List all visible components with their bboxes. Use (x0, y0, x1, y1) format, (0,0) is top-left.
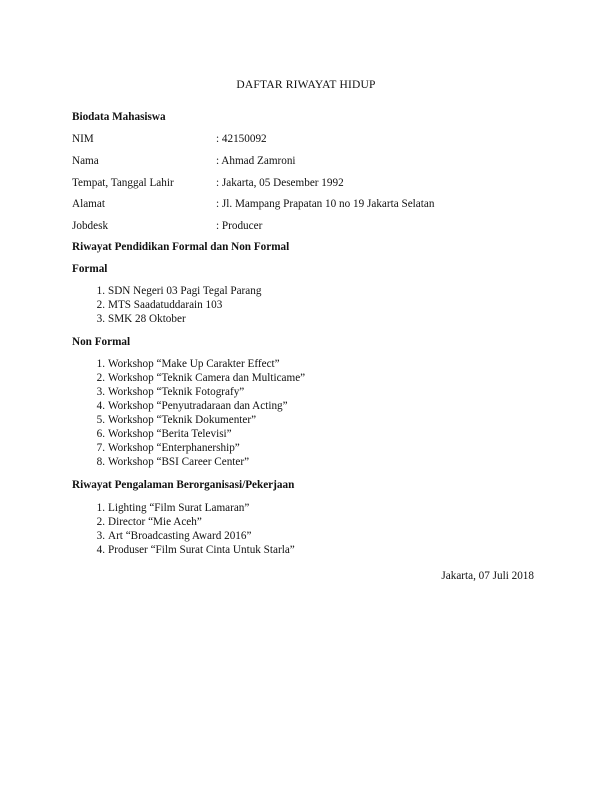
field-value-ttl: : Jakarta, 05 Desember 1992 (216, 177, 344, 189)
list-item: Lighting “Film Surat Lamaran” (108, 502, 250, 514)
field-value-nama: : Ahmad Zamroni (216, 155, 296, 167)
nonformal-heading: Non Formal (72, 336, 131, 348)
list-number: 3. (96, 386, 105, 398)
list-number: 3. (96, 313, 105, 325)
list-item: Workshop “Penyutradaraan dan Acting” (108, 400, 288, 412)
list-item: Workshop “Teknik Camera dan Multicame” (108, 372, 306, 384)
list-item: Workshop “Berita Televisi” (108, 428, 232, 440)
list-item: MTS Saadatuddarain 103 (108, 299, 223, 311)
list-number: 2. (96, 516, 105, 528)
biodata-heading: Biodata Mahasiswa (72, 111, 166, 123)
list-item: Art “Broadcasting Award 2016” (108, 530, 252, 542)
list-number: 1. (96, 285, 105, 297)
list-item: Workshop “BSI Career Center” (108, 456, 250, 468)
list-item: Workshop “Enterphanership” (108, 442, 240, 454)
list-number: 3. (96, 530, 105, 542)
list-number: 1. (96, 502, 105, 514)
list-number: 1. (96, 358, 105, 370)
field-value-alamat: : Jl. Mampang Prapatan 10 no 19 Jakarta Selatan (216, 198, 435, 210)
field-label-alamat: Alamat (72, 198, 105, 210)
field-label-jobdesk: Jobdesk (72, 220, 109, 232)
list-number: 4. (96, 544, 105, 556)
field-label-nim: NIM (72, 133, 94, 145)
field-value-nim: : 42150092 (216, 133, 267, 145)
list-number: 7. (96, 442, 105, 454)
list-number: 2. (96, 372, 105, 384)
list-item: SDN Negeri 03 Pagi Tegal Parang (108, 285, 262, 297)
list-item: Workshop “Make Up Carakter Effect” (108, 358, 280, 370)
list-item: Workshop “Teknik Dokumenter” (108, 414, 257, 426)
experience-heading: Riwayat Pengalaman Berorganisasi/Pekerjaan (72, 479, 295, 491)
field-value-jobdesk: : Producer (216, 220, 263, 232)
closing-place-date: Jakarta, 07 Juli 2018 (441, 570, 534, 582)
list-number: 4. (96, 400, 105, 412)
list-item: SMK 28 Oktober (108, 313, 186, 325)
list-item: Director “Mie Aceh” (108, 516, 202, 528)
list-number: 6. (96, 428, 105, 440)
formal-heading: Formal (72, 263, 108, 275)
field-label-ttl: Tempat, Tanggal Lahir (72, 177, 174, 189)
list-item: Workshop “Teknik Fotografy” (108, 386, 245, 398)
list-number: 8. (96, 456, 105, 468)
list-number: 5. (96, 414, 105, 426)
page-title: DAFTAR RIWAYAT HIDUP (236, 79, 376, 91)
education-heading: Riwayat Pendidikan Formal dan Non Formal (72, 241, 290, 253)
list-number: 2. (96, 299, 105, 311)
list-item: Produser “Film Surat Cinta Untuk Starla” (108, 544, 295, 556)
field-label-nama: Nama (72, 155, 99, 167)
